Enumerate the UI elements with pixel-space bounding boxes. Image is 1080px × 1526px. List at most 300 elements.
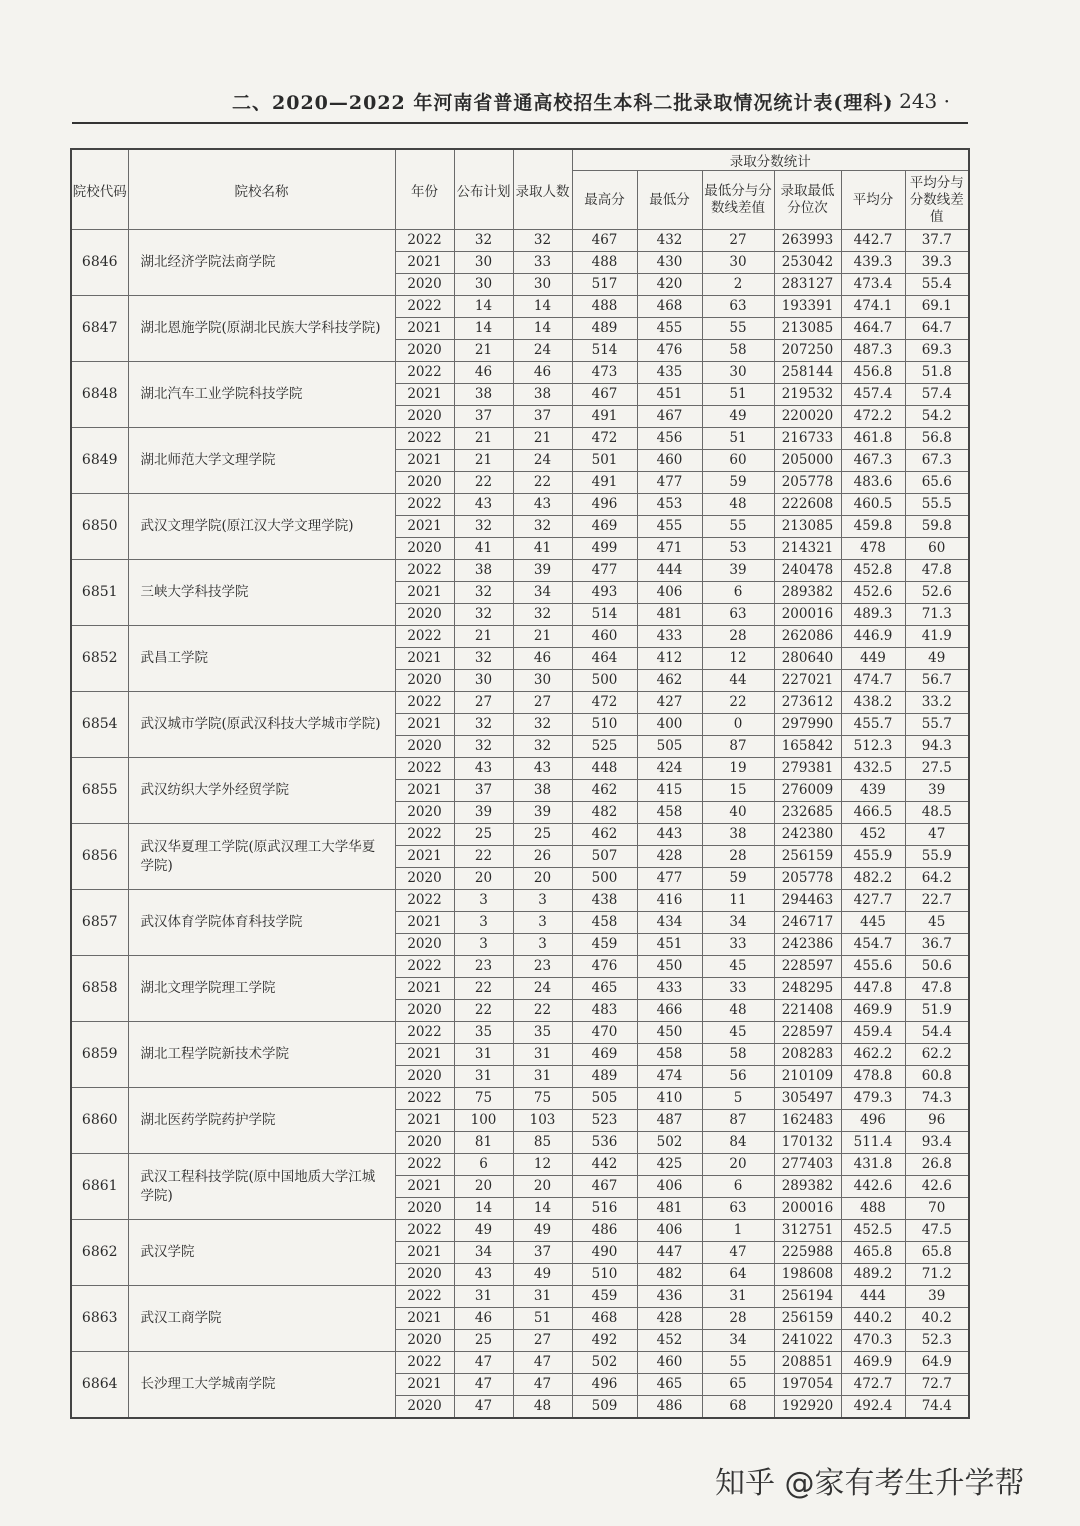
cell-admitted: 25 [513,824,572,846]
cell-min: 456 [637,428,702,450]
cell-avg: 469.9 [841,1352,905,1374]
cell-admitted: 39 [513,560,572,582]
cell-admitted: 21 [513,428,572,450]
cell-avg-diff: 51.9 [905,1000,969,1022]
cell-rank: 294463 [774,890,841,912]
cell-max: 467 [572,384,637,406]
school-name: 湖北恩施学院(原湖北民族大学科技学院) [128,296,395,362]
cell-avg-diff: 55.4 [905,274,969,296]
cell-rank: 208851 [774,1352,841,1374]
cell-avg: 467.3 [841,450,905,472]
cell-admitted: 32 [513,714,572,736]
cell-plan: 3 [454,890,513,912]
cell-year: 2021 [395,1374,454,1396]
cell-min: 451 [637,934,702,956]
cell-min: 468 [637,296,702,318]
cell-max: 490 [572,1242,637,1264]
cell-max: 491 [572,472,637,494]
cell-diff: 87 [702,1110,774,1132]
cell-rank: 242386 [774,934,841,956]
cell-min: 424 [637,758,702,780]
cell-year: 2020 [395,1198,454,1220]
cell-min: 410 [637,1088,702,1110]
cell-avg: 442.6 [841,1176,905,1198]
cell-plan: 20 [454,868,513,890]
cell-max: 459 [572,934,637,956]
cell-avg: 474.7 [841,670,905,692]
cell-plan: 32 [454,516,513,538]
cell-avg-diff: 55.5 [905,494,969,516]
table-row [71,494,969,516]
cell-plan: 30 [454,670,513,692]
school-name: 武汉工商学院 [128,1286,395,1352]
cell-max: 525 [572,736,637,758]
cell-avg: 482.2 [841,868,905,890]
cell-avg-diff: 93.4 [905,1132,969,1154]
cell-rank: 228597 [774,956,841,978]
cell-avg: 452.5 [841,1220,905,1242]
cell-admitted: 48 [513,1396,572,1419]
cell-avg: 512.3 [841,736,905,758]
cell-admitted: 38 [513,384,572,406]
cell-year: 2021 [395,780,454,802]
cell-plan: 21 [454,450,513,472]
cell-avg: 432.5 [841,758,905,780]
cell-avg: 457.4 [841,384,905,406]
cell-diff: 59 [702,868,774,890]
cell-admitted: 22 [513,1000,572,1022]
cell-plan: 39 [454,802,513,824]
cell-min: 412 [637,648,702,670]
cell-admitted: 31 [513,1044,572,1066]
cell-max: 442 [572,1154,637,1176]
cell-min: 455 [637,318,702,340]
cell-avg: 489.3 [841,604,905,626]
cell-avg-diff: 52.6 [905,582,969,604]
cell-min: 430 [637,252,702,274]
cell-avg: 438.2 [841,692,905,714]
cell-admitted: 3 [513,934,572,956]
cell-admitted: 32 [513,736,572,758]
school-name: 湖北师范大学文理学院 [128,428,395,494]
cell-year: 2022 [395,1154,454,1176]
cell-avg: 439 [841,780,905,802]
cell-min: 432 [637,230,702,252]
cell-rank: 248295 [774,978,841,1000]
cell-year: 2021 [395,1242,454,1264]
cell-year: 2021 [395,384,454,406]
cell-year: 2022 [395,692,454,714]
cell-rank: 205778 [774,868,841,890]
cell-rank: 197054 [774,1374,841,1396]
cell-avg-diff: 39 [905,1286,969,1308]
cell-plan: 31 [454,1044,513,1066]
cell-plan: 14 [454,1198,513,1220]
cell-plan: 47 [454,1374,513,1396]
cell-max: 500 [572,868,637,890]
cell-min: 455 [637,516,702,538]
col-header-plan: 公布计划 [454,149,513,230]
cell-rank: 222608 [774,494,841,516]
cell-year: 2021 [395,1044,454,1066]
cell-diff: 56 [702,1066,774,1088]
cell-rank: 253042 [774,252,841,274]
cell-year: 2022 [395,1088,454,1110]
cell-plan: 32 [454,714,513,736]
cell-plan: 31 [454,1286,513,1308]
cell-rank: 242380 [774,824,841,846]
cell-avg-diff: 57.4 [905,384,969,406]
cell-avg: 440.2 [841,1308,905,1330]
cell-avg: 449 [841,648,905,670]
table-row [71,692,969,714]
cell-avg: 452.8 [841,560,905,582]
cell-rank: 283127 [774,274,841,296]
cell-admitted: 26 [513,846,572,868]
cell-min: 502 [637,1132,702,1154]
cell-avg: 472.2 [841,406,905,428]
cell-avg: 459.4 [841,1022,905,1044]
cell-diff: 68 [702,1396,774,1419]
cell-avg-diff: 51.8 [905,362,969,384]
cell-year: 2021 [395,1308,454,1330]
cell-max: 482 [572,802,637,824]
cell-max: 496 [572,494,637,516]
cell-admitted: 20 [513,1176,572,1198]
cell-avg-diff: 47.8 [905,560,969,582]
cell-min: 435 [637,362,702,384]
school-code: 6861 [71,1154,128,1220]
cell-rank: 289382 [774,582,841,604]
cell-avg: 478.8 [841,1066,905,1088]
cell-avg: 460.5 [841,494,905,516]
cell-admitted: 27 [513,1330,572,1352]
table-row [71,1022,969,1044]
cell-min: 443 [637,824,702,846]
cell-plan: 22 [454,978,513,1000]
school-code: 6856 [71,824,128,890]
school-code: 6852 [71,626,128,692]
cell-max: 467 [572,1176,637,1198]
cell-min: 477 [637,472,702,494]
cell-admitted: 47 [513,1352,572,1374]
cell-avg-diff: 74.4 [905,1396,969,1419]
cell-min: 476 [637,340,702,362]
cell-admitted: 41 [513,538,572,560]
cell-admitted: 14 [513,1198,572,1220]
cell-year: 2022 [395,296,454,318]
cell-max: 489 [572,1066,637,1088]
cell-min: 450 [637,956,702,978]
cell-avg-diff: 56.8 [905,428,969,450]
admission-stats-table [70,148,970,1419]
cell-avg-diff: 62.2 [905,1044,969,1066]
cell-max: 488 [572,296,637,318]
cell-diff: 45 [702,1022,774,1044]
cell-plan: 6 [454,1154,513,1176]
cell-plan: 37 [454,780,513,802]
cell-diff: 33 [702,934,774,956]
cell-plan: 30 [454,274,513,296]
cell-rank: 256159 [774,1308,841,1330]
school-code: 6851 [71,560,128,626]
cell-avg: 464.7 [841,318,905,340]
cell-min: 425 [637,1154,702,1176]
cell-max: 476 [572,956,637,978]
school-name: 湖北文理学院理工学院 [128,956,395,1022]
cell-rank: 312751 [774,1220,841,1242]
cell-admitted: 103 [513,1110,572,1132]
cell-avg-diff: 49 [905,648,969,670]
cell-year: 2020 [395,934,454,956]
cell-avg-diff: 39.3 [905,252,969,274]
cell-plan: 3 [454,912,513,934]
cell-avg-diff: 36.7 [905,934,969,956]
cell-plan: 23 [454,956,513,978]
cell-avg-diff: 45 [905,912,969,934]
cell-admitted: 31 [513,1066,572,1088]
cell-year: 2021 [395,450,454,472]
cell-max: 499 [572,538,637,560]
cell-year: 2022 [395,560,454,582]
cell-avg-diff: 59.8 [905,516,969,538]
cell-min: 433 [637,626,702,648]
school-name: 武汉文理学院(原江汉大学文理学院) [128,494,395,560]
school-name: 湖北经济学院法商学院 [128,230,395,296]
cell-avg-diff: 50.6 [905,956,969,978]
cell-avg-diff: 69.1 [905,296,969,318]
page-number: · 243 · [886,89,950,113]
school-code: 6860 [71,1088,128,1154]
cell-rank: 240478 [774,560,841,582]
cell-plan: 38 [454,560,513,582]
cell-diff: 28 [702,1308,774,1330]
cell-max: 501 [572,450,637,472]
cell-max: 473 [572,362,637,384]
cell-rank: 227021 [774,670,841,692]
cell-avg-diff: 70 [905,1198,969,1220]
cell-plan: 49 [454,1220,513,1242]
cell-max: 509 [572,1396,637,1419]
cell-plan: 46 [454,1308,513,1330]
cell-min: 458 [637,802,702,824]
cell-rank: 256159 [774,846,841,868]
cell-rank: 263993 [774,230,841,252]
cell-avg-diff: 52.3 [905,1330,969,1352]
cell-rank: 289382 [774,1176,841,1198]
cell-max: 516 [572,1198,637,1220]
cell-max: 438 [572,890,637,912]
cell-max: 507 [572,846,637,868]
school-code: 6863 [71,1286,128,1352]
school-name: 武汉华夏理工学院(原武汉理工大学华夏学院) [128,824,395,890]
school-code: 6862 [71,1220,128,1286]
cell-plan: 21 [454,340,513,362]
cell-avg: 452.6 [841,582,905,604]
cell-rank: 221408 [774,1000,841,1022]
cell-avg: 487.3 [841,340,905,362]
cell-min: 482 [637,1264,702,1286]
cell-plan: 75 [454,1088,513,1110]
cell-avg-diff: 47 [905,824,969,846]
cell-avg: 444 [841,1286,905,1308]
cell-admitted: 49 [513,1220,572,1242]
cell-avg-diff: 22.7 [905,890,969,912]
cell-diff: 20 [702,1154,774,1176]
cell-max: 477 [572,560,637,582]
cell-min: 416 [637,890,702,912]
cell-year: 2021 [395,846,454,868]
cell-max: 460 [572,626,637,648]
cell-avg: 445 [841,912,905,934]
table-row [71,758,969,780]
cell-max: 510 [572,714,637,736]
cell-rank: 213085 [774,516,841,538]
cell-admitted: 24 [513,450,572,472]
cell-plan: 38 [454,384,513,406]
cell-max: 483 [572,1000,637,1022]
cell-avg-diff: 54.4 [905,1022,969,1044]
cell-diff: 34 [702,912,774,934]
school-name: 湖北工程学院新技术学院 [128,1022,395,1088]
cell-diff: 28 [702,846,774,868]
cell-min: 447 [637,1242,702,1264]
cell-avg-diff: 64.7 [905,318,969,340]
cell-rank: 170132 [774,1132,841,1154]
cell-plan: 32 [454,582,513,604]
cell-diff: 22 [702,692,774,714]
col-header-avg: 平均分 [841,171,905,230]
cell-rank: 219532 [774,384,841,406]
cell-avg: 439.3 [841,252,905,274]
cell-avg: 459.8 [841,516,905,538]
cell-admitted: 46 [513,648,572,670]
cell-admitted: 3 [513,890,572,912]
cell-admitted: 85 [513,1132,572,1154]
col-header-avg-diff: 平均分与分数线差值 [905,171,969,230]
page-header [72,88,968,124]
cell-max: 465 [572,978,637,1000]
cell-avg-diff: 56.7 [905,670,969,692]
cell-plan: 47 [454,1352,513,1374]
cell-admitted: 33 [513,252,572,274]
cell-max: 492 [572,1330,637,1352]
cell-min: 433 [637,978,702,1000]
cell-max: 496 [572,1374,637,1396]
cell-admitted: 51 [513,1308,572,1330]
cell-avg: 456.8 [841,362,905,384]
cell-max: 505 [572,1088,637,1110]
cell-avg: 469.9 [841,1000,905,1022]
cell-rank: 192920 [774,1396,841,1419]
cell-diff: 64 [702,1264,774,1286]
cell-diff: 63 [702,604,774,626]
cell-plan: 43 [454,494,513,516]
cell-admitted: 47 [513,1374,572,1396]
cell-diff: 40 [702,802,774,824]
cell-rank: 200016 [774,604,841,626]
cell-rank: 256194 [774,1286,841,1308]
cell-plan: 25 [454,1330,513,1352]
cell-max: 536 [572,1132,637,1154]
cell-diff: 2 [702,274,774,296]
cell-max: 517 [572,274,637,296]
cell-admitted: 32 [513,516,572,538]
cell-max: 486 [572,1220,637,1242]
cell-admitted: 14 [513,318,572,340]
cell-avg-diff: 33.2 [905,692,969,714]
cell-rank: 205778 [774,472,841,494]
cell-min: 451 [637,384,702,406]
cell-year: 2020 [395,1264,454,1286]
cell-diff: 47 [702,1242,774,1264]
cell-year: 2022 [395,1286,454,1308]
school-code: 6857 [71,890,128,956]
cell-max: 510 [572,1264,637,1286]
cell-rank: 297990 [774,714,841,736]
cell-max: 489 [572,318,637,340]
table-row [71,362,969,384]
cell-diff: 38 [702,824,774,846]
cell-diff: 31 [702,1286,774,1308]
table-row [71,296,969,318]
cell-diff: 55 [702,1352,774,1374]
cell-avg-diff: 71.3 [905,604,969,626]
cell-rank: 213085 [774,318,841,340]
cell-avg-diff: 94.3 [905,736,969,758]
cell-diff: 6 [702,1176,774,1198]
cell-admitted: 14 [513,296,572,318]
cell-admitted: 46 [513,362,572,384]
cell-diff: 63 [702,296,774,318]
cell-max: 472 [572,428,637,450]
cell-min: 466 [637,1000,702,1022]
cell-min: 450 [637,1022,702,1044]
cell-rank: 208283 [774,1044,841,1066]
cell-plan: 14 [454,296,513,318]
cell-plan: 14 [454,318,513,340]
cell-rank: 210109 [774,1066,841,1088]
cell-min: 487 [637,1110,702,1132]
cell-avg: 447.8 [841,978,905,1000]
cell-year: 2022 [395,626,454,648]
cell-avg: 473.4 [841,274,905,296]
cell-diff: 49 [702,406,774,428]
school-code: 6854 [71,692,128,758]
cell-min: 471 [637,538,702,560]
cell-min: 406 [637,1220,702,1242]
cell-diff: 63 [702,1198,774,1220]
cell-plan: 81 [454,1132,513,1154]
school-name: 三峡大学科技学院 [128,560,395,626]
cell-diff: 33 [702,978,774,1000]
cell-plan: 31 [454,1066,513,1088]
school-name: 武昌工学院 [128,626,395,692]
cell-min: 415 [637,780,702,802]
table-row [71,1154,969,1176]
cell-rank: 205000 [774,450,841,472]
cell-rank: 246717 [774,912,841,934]
cell-rank: 280640 [774,648,841,670]
cell-rank: 228597 [774,1022,841,1044]
cell-avg-diff: 27.5 [905,758,969,780]
cell-max: 467 [572,230,637,252]
cell-rank: 305497 [774,1088,841,1110]
cell-max: 488 [572,252,637,274]
cell-max: 514 [572,340,637,362]
cell-plan: 100 [454,1110,513,1132]
cell-year: 2021 [395,318,454,340]
